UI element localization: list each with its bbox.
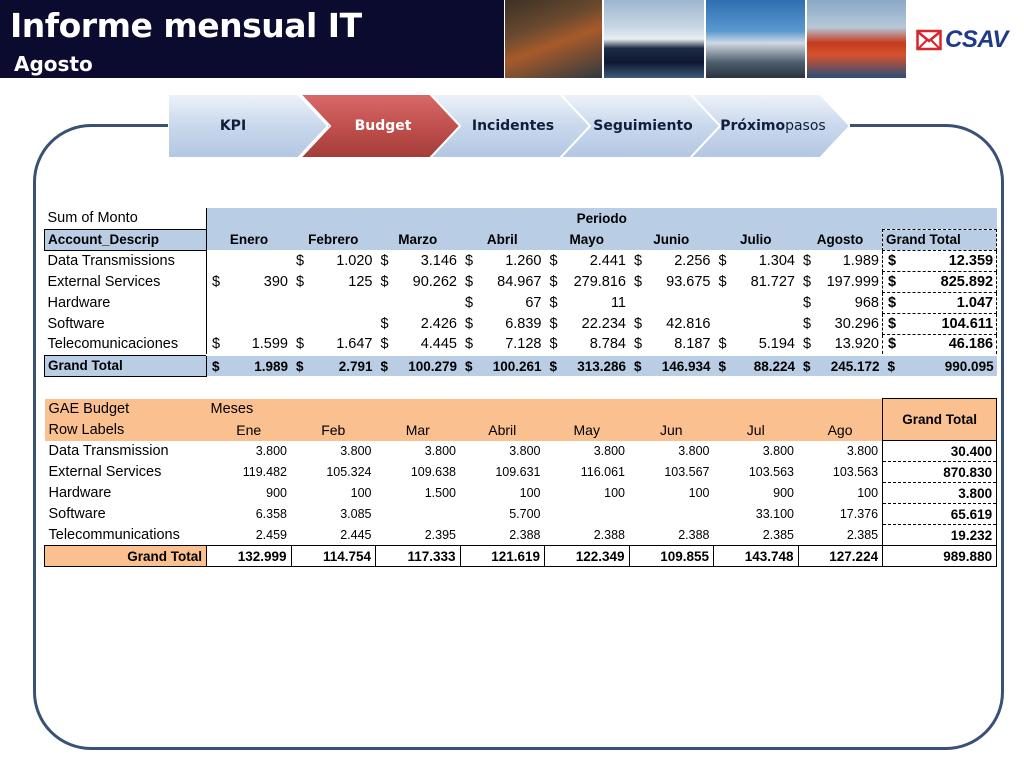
budget-cell: 119.482 [242, 465, 287, 479]
table-row [45, 441, 997, 462]
amount-cell [376, 250, 461, 271]
amount-value: 3.146 [420, 252, 457, 269]
csav-logo [916, 26, 1008, 54]
amount-value: 42.816 [666, 315, 711, 332]
table-row [45, 334, 997, 355]
currency-symbol: $ [718, 358, 727, 374]
budget-cell: 3.800 [340, 444, 372, 458]
amount-value: 6.839 [505, 315, 542, 332]
budget-cell: 2.445 [340, 527, 372, 542]
amount-value: 1.304 [758, 252, 795, 269]
column-group-label: Meses [207, 399, 883, 420]
budget-cell: 109.631 [495, 465, 541, 479]
currency-symbol: $ [465, 315, 474, 332]
currency-symbol: $ [634, 315, 643, 332]
currency-symbol: $ [888, 294, 897, 311]
currency-symbol: $ [549, 294, 558, 311]
account-name: Data Transmission [48, 443, 169, 459]
amount-cell [545, 271, 630, 292]
amount-value: 2.441 [589, 252, 626, 269]
amount-value: 90.262 [412, 273, 457, 290]
amount-value: 4.445 [420, 336, 457, 352]
budget-cell: 100 [604, 486, 625, 500]
budget-cell: 100 [350, 486, 372, 500]
amount-cell [545, 334, 630, 355]
currency-symbol: $ [549, 358, 558, 374]
row-grand-total: 870.830 [883, 462, 997, 483]
row-grand-total [883, 313, 997, 334]
ship-photo-carrier [604, 0, 704, 78]
slide-header [0, 0, 1024, 78]
budget-cell: 100 [857, 486, 879, 500]
amount-cell [460, 271, 545, 292]
total-budget-cell: 122.349 [545, 546, 630, 567]
amount-value: 279.816 [573, 273, 626, 290]
month-header: Mayo [545, 229, 630, 250]
budget-cell: 105.324 [326, 465, 372, 479]
grand-total-header: Grand Total [883, 229, 997, 250]
month-header: Junio [629, 229, 714, 250]
currency-symbol: $ [634, 336, 643, 352]
budget-cell: 2.459 [255, 527, 287, 542]
budget-cell: 116.061 [580, 465, 625, 479]
amount-value: 2.426 [420, 315, 457, 332]
pivot-header-row [45, 208, 997, 229]
row-grand-total [883, 271, 997, 292]
amount-cell [629, 313, 714, 334]
actual-spend-pivot-table [44, 208, 997, 377]
table-row [45, 504, 997, 525]
amount-value: 1.647 [336, 336, 373, 352]
ship-photo-tanker [807, 0, 906, 78]
currency-symbol: $ [888, 252, 897, 269]
currency-symbol: $ [465, 358, 473, 374]
column-group-label: Periodo [207, 208, 997, 229]
currency-symbol: $ [296, 336, 305, 352]
amount-cell [460, 334, 545, 355]
amount-cell [798, 271, 883, 292]
amount-value: 825.892 [940, 273, 994, 290]
budget-cell: 109.638 [410, 465, 456, 479]
grand-total-row [45, 546, 997, 567]
amount-cell [714, 250, 799, 271]
currency-symbol: $ [296, 358, 304, 374]
account-name: Software [48, 506, 106, 522]
currency-symbol: $ [549, 252, 558, 269]
total-amount-cell [376, 355, 461, 376]
total-amount-cell [545, 355, 630, 376]
amount-value: 1.989 [842, 252, 879, 269]
currency-symbol: $ [465, 273, 474, 290]
tab-label [328, 94, 438, 158]
budget-cell [376, 504, 461, 525]
amount-cell [798, 313, 883, 334]
amount-value: 13.920 [834, 336, 879, 352]
amount-value: 8.187 [674, 336, 711, 352]
amount-value: 46.186 [948, 336, 994, 353]
table-row [45, 271, 997, 292]
total-budget-cell: 127.224 [798, 546, 883, 567]
account-name: Hardware [45, 292, 207, 313]
amount-cell [714, 292, 799, 313]
currency-symbol: $ [887, 358, 896, 374]
total-amount-cell [460, 355, 545, 376]
tab-label-text: KPI [219, 117, 247, 134]
overall-grand-total: 989.880 [883, 546, 997, 567]
amount-cell [629, 250, 714, 271]
amount-cell [714, 271, 799, 292]
row-grand-total: 65.619 [883, 504, 997, 525]
budget-cell: 3.800 [846, 444, 879, 458]
account-name: External Services [45, 271, 207, 292]
total-budget-cell: 109.855 [629, 546, 714, 567]
amount-cell [460, 313, 545, 334]
amount-value: 88.224 [753, 358, 795, 374]
currency-symbol: $ [888, 273, 897, 290]
budget-cell [629, 504, 714, 525]
amount-cell [545, 313, 630, 334]
row-grand-total [883, 292, 997, 313]
currency-symbol: $ [296, 252, 305, 269]
amount-cell [207, 292, 292, 313]
amount-value: 93.675 [666, 273, 711, 290]
currency-symbol: $ [296, 273, 305, 290]
budget-pivot-table [44, 398, 997, 567]
currency-symbol: $ [803, 336, 812, 352]
currency-symbol: $ [634, 273, 643, 290]
amount-value: 30.296 [834, 315, 879, 332]
tab-label [178, 94, 288, 158]
account-name: External Services [48, 464, 162, 480]
currency-symbol: $ [803, 294, 812, 311]
currency-symbol: $ [803, 358, 811, 374]
currency-symbol: $ [718, 252, 727, 269]
budget-cell: 2.395 [424, 527, 456, 542]
total-budget-cell: 117.333 [376, 546, 461, 567]
grand-total-header: Grand Total [883, 399, 997, 441]
amount-cell [376, 313, 461, 334]
budget-cell: 5.700 [509, 507, 541, 521]
currency-symbol: $ [465, 252, 474, 269]
amount-value: 22.234 [581, 315, 626, 332]
budget-cell: 17.376 [839, 507, 879, 521]
tab-label [718, 94, 828, 158]
amount-cell [714, 334, 799, 355]
currency-symbol: $ [465, 294, 474, 311]
amount-cell [798, 334, 883, 355]
budget-cell: 3.800 [762, 444, 794, 458]
budget-cell: 2.388 [593, 527, 625, 542]
amount-cell [460, 292, 545, 313]
amount-cell [207, 313, 292, 334]
amount-value: 125 [348, 273, 373, 290]
account-name: Telecomunicaciones [45, 334, 207, 355]
tab-label-text: Incidentes [471, 117, 555, 134]
table-row [45, 313, 997, 334]
amount-cell [291, 313, 376, 334]
amount-cell [629, 271, 714, 292]
account-name: Data Transmissions [45, 250, 207, 271]
amount-value: 2.256 [674, 252, 711, 269]
amount-cell [376, 292, 461, 313]
currency-symbol: $ [803, 252, 812, 269]
currency-symbol: $ [718, 336, 727, 352]
amount-value: 8.784 [589, 336, 626, 352]
amount-value: 968 [854, 294, 879, 311]
amount-value: 7.128 [505, 336, 542, 352]
budget-cell: 103.567 [664, 465, 710, 479]
amount-value: 1.020 [336, 252, 373, 269]
budget-cell: 3.800 [424, 444, 456, 458]
amount-value: 12.359 [948, 252, 994, 269]
total-amount-cell [291, 355, 376, 376]
title-block [0, 0, 504, 78]
amount-value: 81.727 [750, 273, 795, 290]
pivot-label: Sum of Monto [45, 208, 207, 229]
total-budget-cell: 132.999 [207, 546, 292, 567]
overall-grand-total [883, 355, 997, 376]
amount-cell [798, 292, 883, 313]
currency-symbol: $ [380, 358, 389, 374]
amount-cell [629, 334, 714, 355]
currency-symbol: $ [212, 273, 221, 290]
amount-value: 84.967 [497, 273, 542, 290]
pivot-header-row [45, 399, 997, 420]
table-row [45, 250, 997, 271]
currency-symbol: $ [380, 252, 389, 269]
amount-cell [460, 250, 545, 271]
currency-symbol: $ [718, 273, 727, 290]
currency-symbol: $ [803, 315, 812, 332]
amount-cell [291, 334, 376, 355]
row-grand-total: 3.800 [883, 483, 997, 504]
amount-cell [376, 271, 461, 292]
budget-cell: 900 [773, 486, 794, 500]
column-header-row [45, 229, 997, 250]
budget-cell: 3.800 [255, 444, 287, 458]
month-header: Febrero [291, 229, 376, 250]
currency-symbol: $ [380, 315, 389, 332]
amount-cell [714, 313, 799, 334]
tab-label-text: Seguimiento [593, 117, 693, 134]
budget-cell: 103.563 [832, 465, 879, 479]
account-name: Hardware [48, 485, 112, 501]
month-header: Ago [798, 420, 883, 441]
currency-symbol: $ [549, 315, 558, 332]
total-amount-cell [714, 355, 799, 376]
amount-cell [291, 250, 376, 271]
tab-1[interactable] [168, 94, 328, 158]
tab-label-subtext: pasos [785, 117, 826, 134]
account-name: Software [45, 313, 207, 334]
currency-symbol: $ [212, 358, 220, 374]
budget-cell: 3.085 [340, 507, 372, 521]
pivot-label: GAE Budget [45, 399, 207, 420]
total-amount-cell [207, 355, 292, 376]
ship-photo-containers [505, 0, 602, 78]
currency-symbol: $ [888, 336, 897, 353]
month-header: Ene [207, 420, 292, 441]
amount-value: 100.261 [492, 358, 542, 374]
month-header: Marzo [376, 229, 461, 250]
budget-cell: 2.385 [846, 527, 879, 542]
budget-cell: 2.388 [509, 527, 541, 542]
currency-symbol: $ [888, 315, 897, 332]
amount-value: 5.194 [758, 336, 795, 352]
budget-cell: 900 [266, 486, 287, 500]
budget-cell: 3.800 [678, 444, 710, 458]
amount-cell [545, 292, 630, 313]
amount-value: 1.260 [505, 252, 542, 269]
account-name: Telecommunications [48, 526, 180, 543]
total-budget-cell: 143.748 [714, 546, 799, 567]
tab-label [458, 94, 568, 158]
budget-cell: 2.385 [762, 527, 794, 542]
amount-value: 197.999 [826, 273, 879, 290]
amount-value: 990.095 [944, 358, 994, 374]
currency-symbol: $ [549, 273, 558, 290]
row-grand-total: 30.400 [883, 441, 997, 462]
amount-cell [207, 250, 292, 271]
month-header: Jun [629, 420, 714, 441]
amount-cell [798, 250, 883, 271]
slide-subtitle: Agosto [14, 52, 93, 76]
currency-symbol: $ [634, 358, 642, 374]
amount-value: 67 [525, 294, 542, 311]
row-grand-total [883, 250, 997, 271]
month-header: Mar [376, 420, 461, 441]
column-header-row [45, 420, 997, 441]
row-header-label: Account_Descrip [45, 229, 207, 250]
month-header: Agosto [798, 229, 883, 250]
table-row [45, 292, 997, 313]
month-header: Julio [714, 229, 799, 250]
row-header-label: Row Labels [45, 420, 207, 441]
amount-cell [291, 271, 376, 292]
budget-cell: 3.800 [593, 444, 625, 458]
budget-cell: 2.388 [678, 527, 710, 542]
amount-value: 100.279 [408, 358, 457, 374]
process-chevrons [168, 94, 858, 158]
budget-cell: 100 [688, 486, 710, 500]
budget-cell: 6.358 [255, 507, 287, 521]
month-header: Enero [207, 229, 292, 250]
currency-symbol: $ [380, 336, 389, 352]
amount-value: 1.047 [956, 294, 994, 311]
amount-value: 2.791 [338, 358, 373, 374]
table-row [45, 483, 997, 504]
tab-label-text: Próximo [720, 117, 786, 134]
amount-cell [629, 292, 714, 313]
budget-cell: 1.500 [424, 486, 456, 500]
budget-cell: 103.563 [748, 465, 794, 479]
ship-photo-crane [706, 0, 805, 78]
amount-value: 11 [610, 294, 626, 311]
month-header: May [545, 420, 630, 441]
logo-text: CSAV [945, 26, 1008, 53]
month-header: Feb [291, 420, 376, 441]
table-row [45, 525, 997, 546]
amount-cell [376, 334, 461, 355]
budget-cell: 3.800 [509, 444, 541, 458]
grand-total-row [45, 355, 997, 376]
budget-cell [545, 504, 630, 525]
total-amount-cell [629, 355, 714, 376]
table-row [45, 462, 997, 483]
amount-cell [207, 334, 292, 355]
month-header: Abril [460, 420, 545, 441]
envelope-logo-icon [916, 29, 942, 51]
budget-cell: 100 [519, 486, 541, 500]
tab-label [588, 94, 698, 158]
currency-symbol: $ [212, 336, 221, 352]
amount-cell [545, 250, 630, 271]
amount-value: 1.599 [251, 336, 288, 352]
amount-value: 390 [263, 273, 288, 290]
currency-symbol: $ [465, 336, 474, 352]
tab-label-text: Budget [354, 117, 412, 134]
currency-symbol: $ [380, 273, 389, 290]
grand-total-label: Grand Total [45, 355, 207, 376]
amount-cell [207, 271, 292, 292]
currency-symbol: $ [549, 336, 558, 352]
currency-symbol: $ [634, 252, 643, 269]
total-amount-cell [798, 355, 883, 376]
amount-value: 104.611 [941, 315, 994, 332]
currency-symbol: $ [803, 273, 812, 290]
amount-value: 245.172 [830, 358, 880, 374]
slide-title: Informe mensual IT [10, 6, 362, 45]
row-grand-total: 19.232 [883, 525, 997, 546]
total-budget-cell: 121.619 [460, 546, 545, 567]
month-header: Abril [460, 229, 545, 250]
amount-value: 1.989 [254, 358, 288, 374]
budget-cell: 33.100 [755, 507, 794, 521]
amount-cell [291, 292, 376, 313]
grand-total-label: Grand Total [45, 546, 207, 567]
amount-value: 313.286 [577, 358, 626, 374]
amount-value: 146.934 [661, 358, 711, 374]
month-header: Jul [714, 420, 799, 441]
row-grand-total [883, 334, 997, 355]
total-budget-cell: 114.754 [291, 546, 376, 567]
